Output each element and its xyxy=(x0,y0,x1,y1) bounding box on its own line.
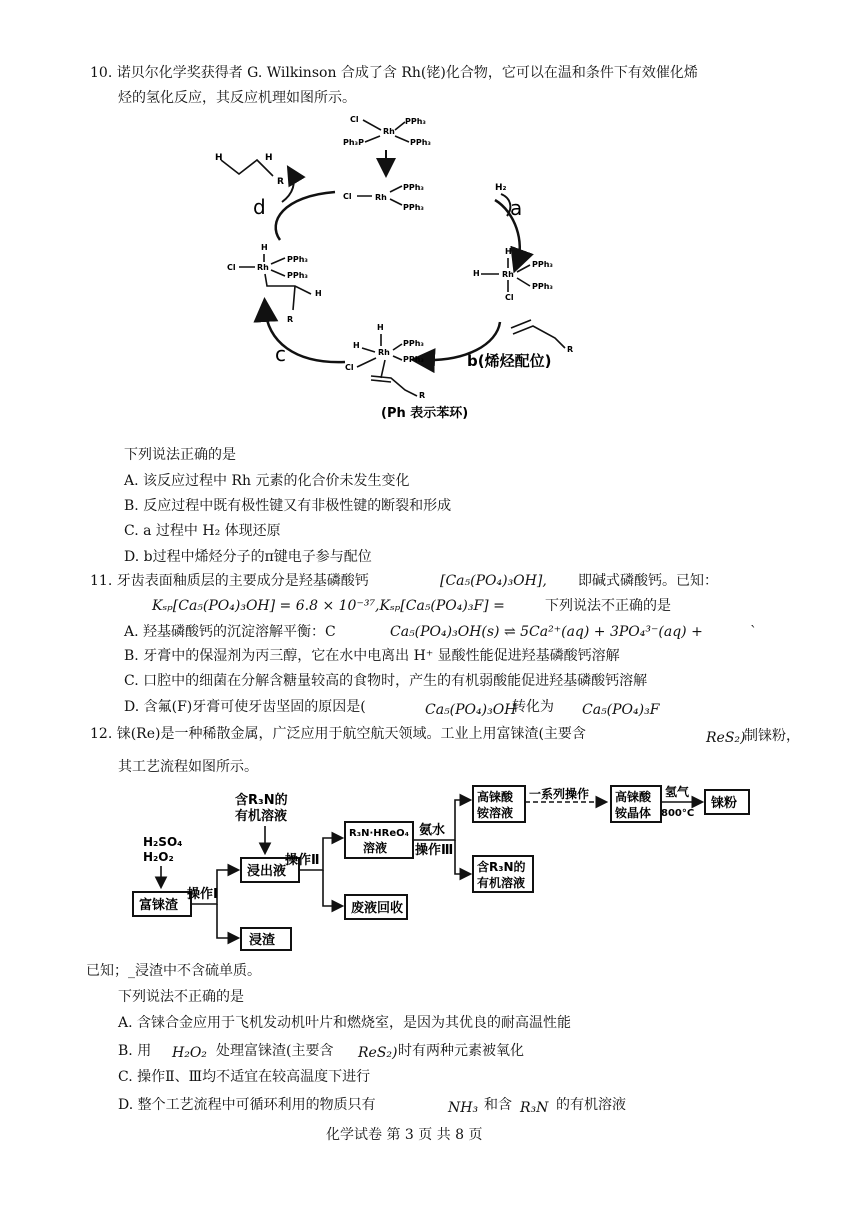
pph3-label: PPh₃ xyxy=(287,271,308,280)
q10-mechanism-diagram xyxy=(205,112,595,430)
pph3-label: PPh₃ xyxy=(403,355,424,364)
h2-label: H₂ xyxy=(495,183,507,193)
pph3-label: PPh₃ xyxy=(405,117,426,126)
step-d-label: d xyxy=(253,195,266,219)
q12-known: 已知；_浸渣中不含硫单质。 xyxy=(86,963,261,979)
amm-line1: 高铼酸 xyxy=(477,790,514,804)
q10-option-b: B. 反应过程中既有极性键又有非极性键的断裂和形成 xyxy=(124,498,452,514)
raw-label: 富铼渣 xyxy=(139,898,179,913)
q12-stem-line2: 其工艺流程如图所示。 xyxy=(118,759,258,775)
rh-label: Rh xyxy=(375,193,387,202)
amm-line2: 铵溶液 xyxy=(477,806,514,820)
h-label: H xyxy=(215,153,223,163)
q12-option-d-c: 的有机溶液 xyxy=(556,1097,626,1113)
q12-option-b-formula1: H₂O₂ xyxy=(172,1045,207,1061)
pph3-label: PPh₃ xyxy=(403,339,424,348)
cl-label: Cl xyxy=(505,293,514,302)
q12-option-b-a: B. 用 xyxy=(118,1043,152,1059)
q12-option-d-b: 和含 xyxy=(484,1097,512,1113)
q11-option-d-mid: 转化为 xyxy=(512,699,554,715)
q10-option-c: C. a 过程中 H₂ 体现还原 xyxy=(124,523,281,539)
rh-label: Rh xyxy=(502,270,514,279)
h-label: H xyxy=(265,153,273,163)
h-label: H xyxy=(473,269,480,278)
diagram-caption: (Ph 表示苯环) xyxy=(381,406,469,421)
alkane-product xyxy=(215,153,284,187)
catalyst-precursor xyxy=(343,115,431,147)
rh-label: Rh xyxy=(383,127,395,136)
step-c-label: c xyxy=(275,342,286,366)
q12-stem: 12. 铼(Re)是一种稀散金属，广泛应用于航空航天领域。工业上用富铼渣(主要含 xyxy=(90,726,586,742)
op1-label: 操作Ⅰ xyxy=(187,887,218,902)
q11-prompt: 下列说法不正确的是 xyxy=(545,598,671,614)
series-label: 一系列操作 xyxy=(529,787,590,801)
r-label: R xyxy=(287,315,294,324)
q11-option-a-equation: Ca₅(PO₄)₃OH(s) ⇌ 5Ca²⁺(aq) + 3PO₄³⁻(aq) + xyxy=(390,624,703,640)
cl-label: Cl xyxy=(345,363,354,372)
h-label: H xyxy=(315,289,322,298)
q11-option-d: D. 含氟(F)牙膏可使牙齿坚固的原因是( xyxy=(124,699,366,715)
ammonia-label: 氨水 xyxy=(419,823,446,838)
organic-in-1: 含R₃N的 xyxy=(235,793,288,808)
waste-label: 废液回收 xyxy=(351,901,404,916)
org-out-line1: 含R₃N的 xyxy=(477,860,526,874)
q11-option-d-formula2: Ca₅(PO₄)₃F xyxy=(582,702,660,718)
dihydride-intermediate xyxy=(473,247,553,302)
q10-option-d: D. b过程中烯烃分子的π键电子参与配位 xyxy=(124,549,372,565)
powder-label: 铼粉 xyxy=(711,796,738,811)
q12-option-b-b: 处理富铼渣(主要含 xyxy=(216,1043,334,1059)
page-footer: 化学试卷 第 3 页 共 8 页 xyxy=(326,1127,483,1143)
h-label: H xyxy=(261,243,268,252)
pph3-label: PPh₃ xyxy=(287,255,308,264)
q11-option-a-tail: ` xyxy=(750,624,757,640)
complex-line1: R₃N·HReO₄ xyxy=(349,828,409,839)
q10-prompt: 下列说法正确的是 xyxy=(124,447,236,463)
q11-stem-tail: 即碱式磷酸钙。已知： xyxy=(578,573,718,589)
q11-option-a: A. 羟基磷酸钙的沉淀溶解平衡：C xyxy=(124,624,336,640)
q10-option-a: A. 该反应过程中 Rh 元素的化合价未发生变化 xyxy=(124,473,410,489)
q11-stem: 11. 牙齿表面釉质层的主要成分是羟基磷酸钙 xyxy=(90,573,369,589)
cl-label: Cl xyxy=(227,263,236,272)
q12-option-c: C. 操作Ⅱ、Ⅲ均不适宜在较高温度下进行 xyxy=(118,1069,371,1085)
q12-option-b-formula2: ReS₂) xyxy=(358,1045,398,1061)
h-label: H xyxy=(505,247,512,256)
q12-option-a: A. 含铼合金应用于飞机发动机叶片和燃烧室，是因为其优良的耐高温性能 xyxy=(118,1015,572,1031)
q12-option-d-a: D. 整个工艺流程中可循环利用的物质只有 xyxy=(118,1097,376,1113)
alkyl-intermediate xyxy=(227,243,322,324)
temp-label: 800°C xyxy=(661,808,695,819)
q12-process-flowchart xyxy=(125,782,765,954)
op2-label: 操作Ⅱ xyxy=(285,853,320,868)
r-label: R xyxy=(277,177,284,187)
alkene-complex xyxy=(345,323,425,400)
reagent-h2o2: H₂O₂ xyxy=(143,850,174,864)
active-catalyst xyxy=(343,183,424,212)
step-b-label: b(烯烃配位) xyxy=(467,352,552,370)
org-out-line2: 有机溶液 xyxy=(477,876,526,890)
rh-label: Rh xyxy=(378,348,390,357)
reagent-h2so4: H₂SO₄ xyxy=(143,835,183,849)
pph3-label: PPh₃ xyxy=(532,260,553,269)
q12-option-d-formula1: NH₃ xyxy=(448,1100,479,1116)
crystal-line1: 高铼酸 xyxy=(615,790,652,804)
ph3p-label: Ph₃P xyxy=(343,138,364,147)
op3-label: 操作Ⅲ xyxy=(415,843,454,858)
organic-in-2: 有机溶液 xyxy=(235,809,288,824)
step-a-label: a xyxy=(510,196,523,220)
hydrogen-label: 氢气 xyxy=(665,785,690,799)
complex-line2: 溶液 xyxy=(363,841,388,855)
pph3-label: PPh₃ xyxy=(403,203,424,212)
q12-stem-formula: ReS₂) xyxy=(706,730,746,746)
r-label: R xyxy=(567,345,574,354)
q11-ksp-line: Kₛₚ[Ca₅(PO₄)₃OH] = 6.8 × 10⁻³⁷,Kₛₚ[Ca₅(PO₄)₃F] = xyxy=(152,598,505,614)
residue-label: 浸渣 xyxy=(249,933,276,948)
r-label: R xyxy=(419,391,426,400)
q12-option-d-formula2: R₃N xyxy=(520,1100,549,1116)
leachate-label: 浸出液 xyxy=(247,864,287,879)
cl-label: Cl xyxy=(343,192,352,201)
rh-label: Rh xyxy=(257,263,269,272)
q10-stem-line1: 10. 诺贝尔化学奖获得者 G. Wilkinson 合成了含 Rh(铑)化合物，它可以在温和条件下有效催化烯 xyxy=(90,65,698,81)
pph3-label: PPh₃ xyxy=(410,138,431,147)
q11-option-c: C. 口腔中的细菌在分解含糖量较高的食物时，产生的有机弱酸能促进羟基磷酸钙溶解 xyxy=(124,673,648,689)
q10-stem-line2: 烃的氢化反应，其反应机理如图所示。 xyxy=(118,90,356,106)
q12-prompt: 下列说法不正确的是 xyxy=(118,989,244,1005)
cl-label: Cl xyxy=(350,115,359,124)
q12-stem-tail: 制铼粉， xyxy=(744,728,800,744)
h-label: H xyxy=(377,323,384,332)
pph3-label: PPh₃ xyxy=(532,282,553,291)
q11-option-b: B. 牙膏中的保湿剂为丙三醇，它在水中电离出 H⁺ 显酸性能促进羟基磷酸钙溶解 xyxy=(124,648,620,664)
pph3-label: PPh₃ xyxy=(403,183,424,192)
crystal-line2: 铵晶体 xyxy=(615,806,652,820)
h-label: H xyxy=(353,341,360,350)
q11-option-d-formula1: Ca₅(PO₄)₃OH xyxy=(425,702,517,718)
q12-option-b-c: 时有两种元素被氧化 xyxy=(398,1043,524,1059)
q11-stem-formula: [Ca₅(PO₄)₃OH], xyxy=(440,573,547,589)
